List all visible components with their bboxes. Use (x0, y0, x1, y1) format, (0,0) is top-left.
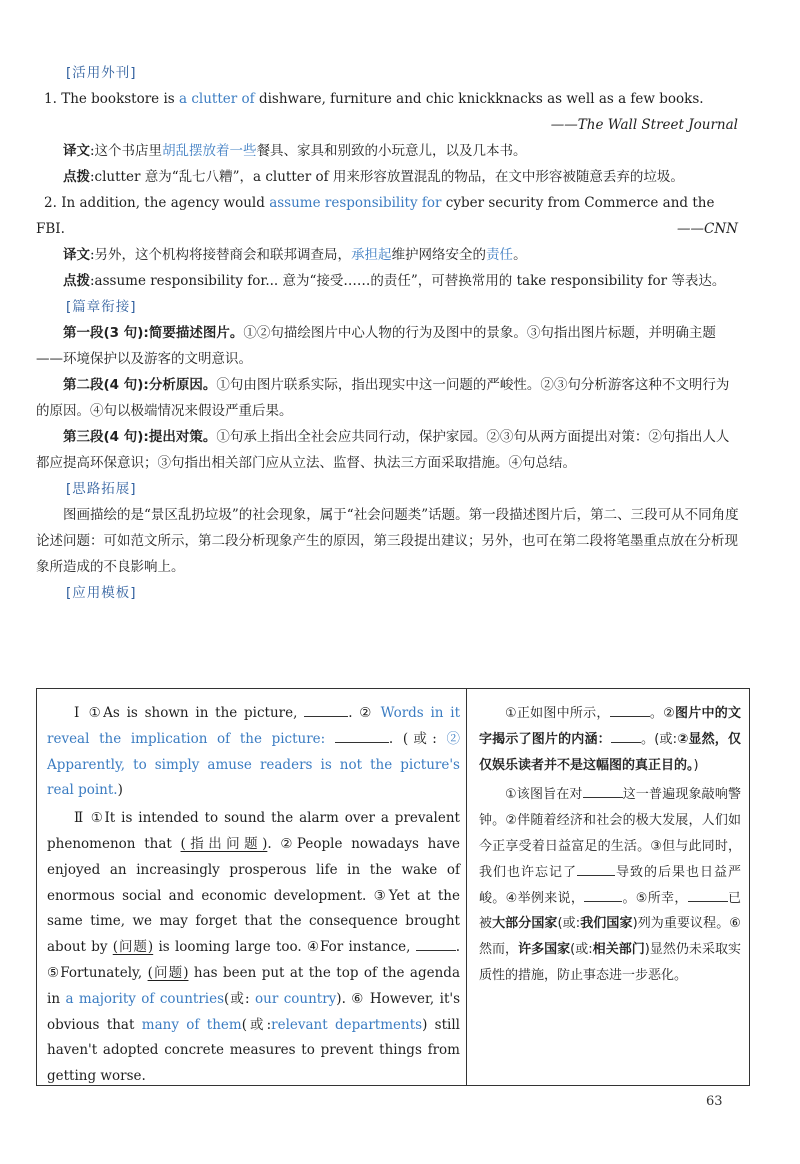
blank[interactable] (584, 886, 622, 902)
example-1-tip: 点拨:clutter 意为“乱七八糟”，a clutter of 用来形容放置混乱的物品，在文中形容被随意丢弃的垃圾。 (63, 169, 684, 185)
expansion-text: 图画描绘的是“景区乱扔垃圾”的社会现象，属于“社会问题类”话题。第一段描述图片后，第二、三段可从不同角度论述问题：可如范文所示，第二段分析现象产生的原因，第三段提出建议；另外，也可在第二段将笔墨重点放在分析现象所造成的不良影响上。 (36, 507, 739, 575)
blank[interactable] (610, 701, 650, 717)
section-label-expansion: [思路拓展] (66, 481, 137, 497)
example-1-source: ——The Wall Street Journal (550, 117, 738, 133)
blank[interactable] (335, 727, 389, 743)
template-en-para-2: Ⅱ ①It is intended to sound the alarm over a prevalent phenomenon that (指出问题). ②People nowadays have enjoyed an increasingly prosperous life in the wake of enormous social and economic development. ③Yet at the same time, we may forget that the consequence brought about by (问题) is looming large too. ④For instance, . ⑤Fortunately, (问题) has been put at the top of the agenda in a majority of countries(或: our country). ⑥ However, it's obvious that many of them(或:relevant departments) still haven't adopted concrete measures to prevent things from getting worse. (47, 810, 461, 1085)
blank[interactable] (688, 886, 728, 902)
blank[interactable] (577, 860, 615, 876)
section-label-template: [应用模板] (66, 585, 137, 601)
blank[interactable] (304, 701, 348, 717)
structure-para-2: 第二段(4 句):分析原因。①句由图片联系实际，指出现实中这一问题的严峻性。②③句分析游客这种不文明行为的原因。④句以极端情况来假设严重后果。 (36, 377, 730, 419)
template-cn-para-1: ①正如图中所示， 。②图片中的文字揭示了图片的内涵： 。(或:②显然，仅仅娱乐读者并不是这幅图的真正目的。) (479, 701, 741, 778)
template-cn-para-2: ①该图旨在对 这一普遍现象敲响警钟。②伴随着经济和社会的极大发展，人们如今正享受着日益富足的生活。③但与此同时，我们也许忘记了 导致的后果也日益严峻。④举例来说， 。⑤所幸， 已被大部分国家(或:我们国家)列为重要议程。⑥然而，许多国家(或:相关部门)显然仍未采取实质性的措施，防止事态进一步恶化。 (479, 782, 741, 988)
blank[interactable] (583, 782, 623, 798)
example-2-tip: 点拨:assume responsibility for... 意为“接受……的责任”，可替换常用的 take responsibility for 等表达。 (63, 273, 726, 289)
example-2-source: ——CNN (677, 221, 738, 237)
example-2-highlight: assume responsibility for (269, 195, 442, 211)
template-chinese-column (467, 689, 749, 1085)
example-2-translation: 译文:另外，这个机构将接替商会和联邦调查局，承担起维护网络安全的责任。 (63, 247, 527, 263)
page-content (36, 60, 742, 606)
template-en-para-1: Ⅰ ①As is shown in the picture, . ② Words in it reveal the implication of the picture: . (或: ② Apparently, to simply amuse readers is not the picture's real point.) (47, 701, 460, 804)
example-1-highlight: a clutter of (179, 91, 255, 107)
example-1-translation: 译文:这个书店里胡乱摆放着一些餐具、家具和别致的小玩意儿，以及几本书。 (63, 143, 527, 159)
page-number: 63 (706, 1094, 723, 1109)
blank[interactable] (611, 727, 641, 743)
template-table (36, 688, 750, 1086)
example-1-sentence: 1. The bookstore is a clutter of dishware, furniture and chic knickknacks as well as a few books. (44, 91, 704, 107)
structure-para-1: 第一段(3 句):简要描述图片。①②句描绘图片中心人物的行为及图中的景象。③句指出图片标题，并明确主题——环境保护以及游客的文明意识。 (36, 325, 716, 367)
example-2-sentence: 2. In addition, the agency would assume responsibility for cyber security from Commerce and the FBI. (36, 195, 715, 237)
structure-para-3: 第三段(4 句):提出对策。①句承上指出全社会应共同行动，保护家园。②③句从两方面提出对策：②句指出人人都应提高环保意识；③句指出相关部门应从立法、监督、执法三方面采取措施。④句总结。 (36, 429, 730, 471)
template-english-column (37, 689, 467, 1085)
section-label-structure: [篇章衔接] (66, 299, 137, 315)
blank[interactable] (416, 935, 456, 951)
section-label-foreign-press: [活用外刊] (66, 65, 137, 81)
